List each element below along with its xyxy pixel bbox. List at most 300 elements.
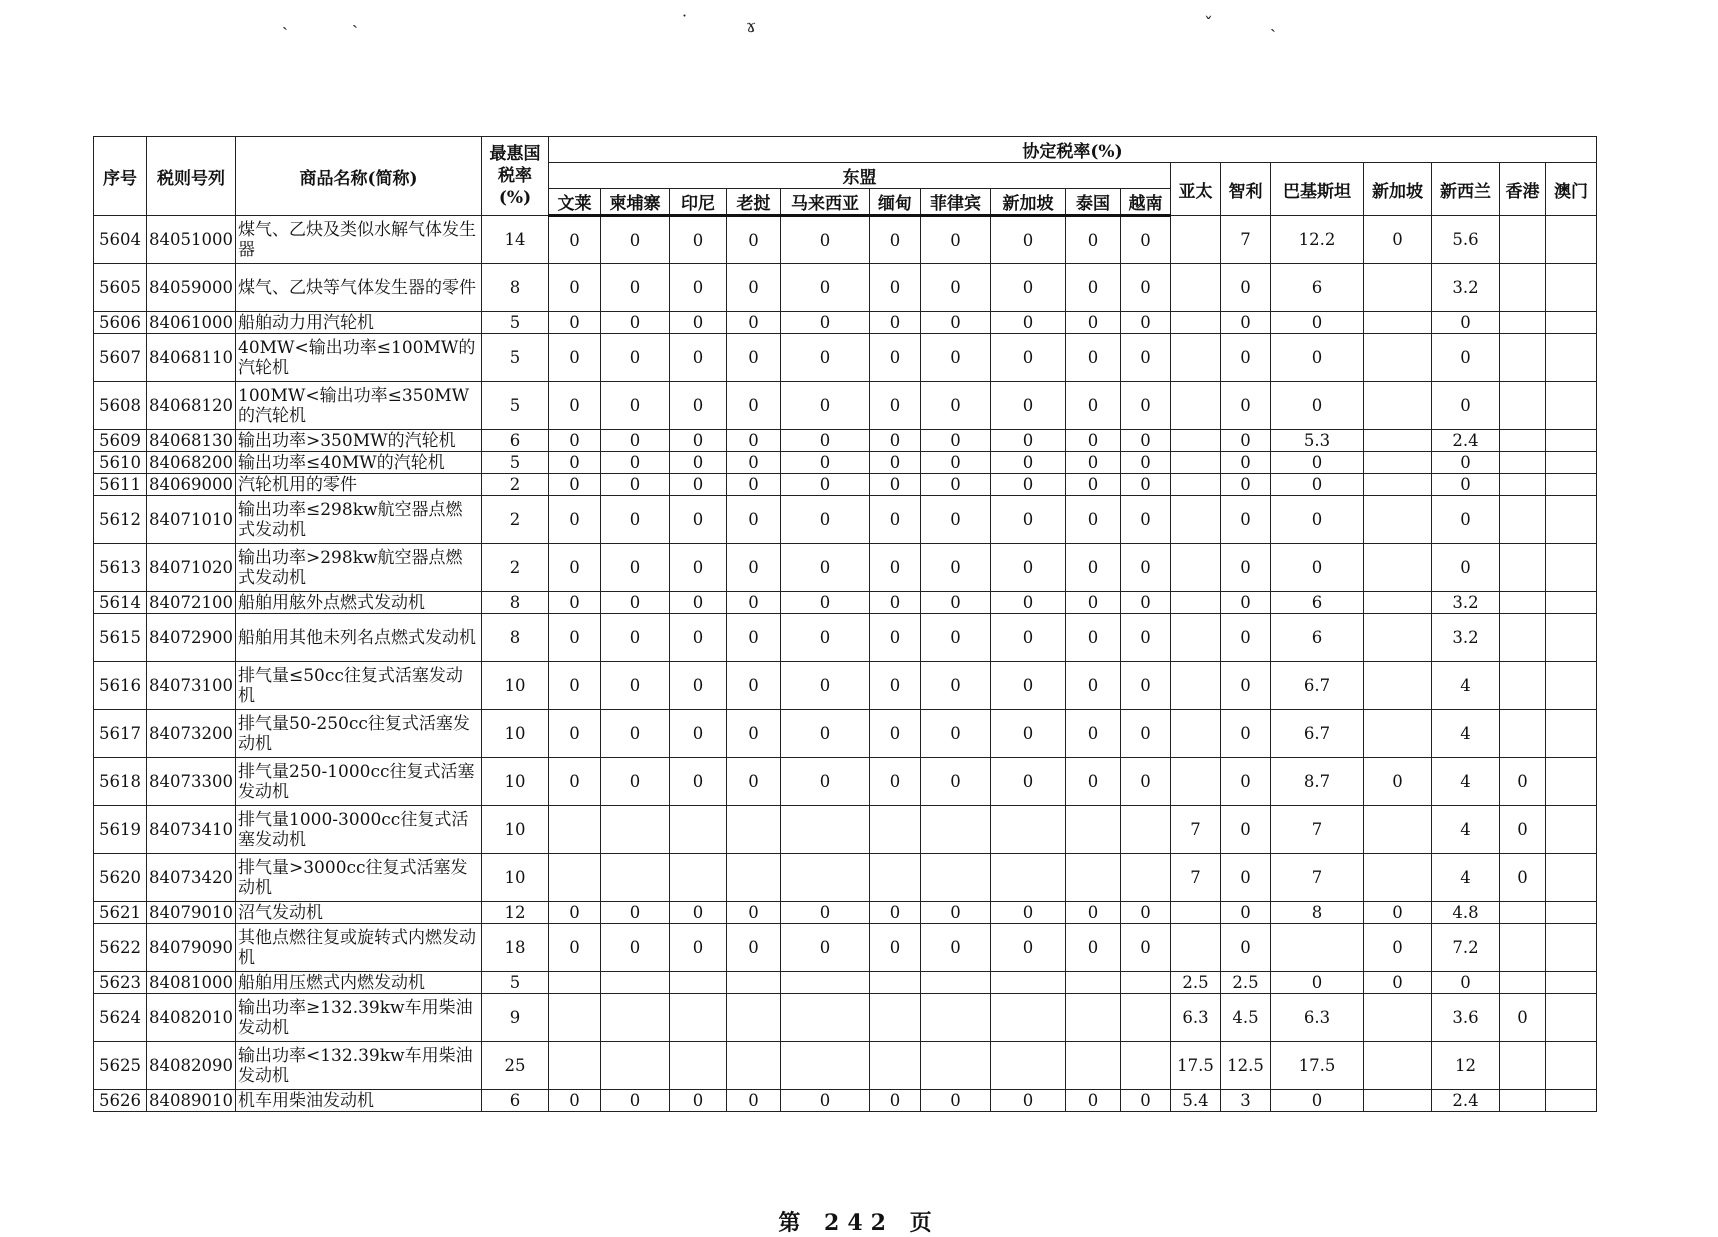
singapore-rate-cell: 0 <box>1364 902 1432 924</box>
seq-cell: 5610 <box>94 452 147 474</box>
new-zealand-rate-cell: 4.8 <box>1432 902 1500 924</box>
asean-rate-cell: 0 <box>1121 758 1171 806</box>
new-zealand-rate-cell: 3.2 <box>1432 614 1500 662</box>
asean-rate-cell: 0 <box>549 312 601 334</box>
asean-rate-cell: 0 <box>670 430 727 452</box>
singapore-rate-cell <box>1364 334 1432 382</box>
singapore-rate-cell: 0 <box>1364 972 1432 994</box>
asean-rate-cell <box>601 854 670 902</box>
asean-rate-cell <box>921 854 991 902</box>
table-row <box>94 334 1597 382</box>
tariff-code-cell: 84068120 <box>147 382 236 430</box>
apta-rate-cell: 2.5 <box>1171 972 1221 994</box>
singapore-rate-cell <box>1364 312 1432 334</box>
asean-rate-cell: 0 <box>549 1090 601 1112</box>
asean-rate-cell: 0 <box>1121 452 1171 474</box>
asean-rate-cell: 0 <box>727 452 781 474</box>
asean-rate-cell <box>1121 972 1171 994</box>
asean-rate-cell: 0 <box>1121 592 1171 614</box>
chile-rate-cell: 0 <box>1221 902 1271 924</box>
asean-rate-cell <box>991 1042 1066 1090</box>
header-code: 税则号列 <box>147 137 236 216</box>
mfn-rate-cell: 10 <box>482 806 549 854</box>
new-zealand-rate-cell: 4 <box>1432 854 1500 902</box>
asean-rate-cell: 0 <box>781 710 870 758</box>
asean-rate-cell: 0 <box>991 758 1066 806</box>
header-asean: 东盟 <box>549 163 1171 189</box>
asean-rate-cell: 0 <box>601 382 670 430</box>
seq-cell: 5612 <box>94 496 147 544</box>
chile-rate-cell: 0 <box>1221 430 1271 452</box>
asean-rate-cell: 0 <box>601 452 670 474</box>
new-zealand-rate-cell: 0 <box>1432 496 1500 544</box>
asean-rate-cell: 0 <box>1066 710 1121 758</box>
asean-rate-cell: 0 <box>781 544 870 592</box>
asean-rate-cell <box>549 994 601 1042</box>
asean-rate-cell: 0 <box>601 592 670 614</box>
tariff-code-cell: 84071020 <box>147 544 236 592</box>
asean-rate-cell: 0 <box>727 758 781 806</box>
new-zealand-rate-cell: 3.2 <box>1432 592 1500 614</box>
asean-rate-cell: 0 <box>727 334 781 382</box>
asean-rate-cell <box>921 972 991 994</box>
asean-rate-cell: 0 <box>1066 452 1121 474</box>
asean-rate-cell: 0 <box>870 1090 921 1112</box>
asean-rate-cell: 0 <box>727 902 781 924</box>
asean-rate-cell: 0 <box>921 758 991 806</box>
asean-rate-cell: 0 <box>549 544 601 592</box>
asean-rate-cell: 0 <box>991 264 1066 312</box>
asean-rate-cell: 0 <box>870 614 921 662</box>
seq-cell: 5623 <box>94 972 147 994</box>
mfn-rate-cell: 2 <box>482 474 549 496</box>
asean-rate-cell: 0 <box>1121 902 1171 924</box>
singapore-rate-cell: 0 <box>1364 758 1432 806</box>
pakistan-rate-cell: 6.3 <box>1271 994 1364 1042</box>
tariff-code-cell: 84073200 <box>147 710 236 758</box>
asean-rate-cell <box>1121 854 1171 902</box>
header-mfn: 最惠国税率(%) <box>482 137 549 216</box>
asean-rate-cell: 0 <box>670 902 727 924</box>
hong-kong-rate-cell: 0 <box>1500 806 1546 854</box>
asean-rate-cell: 0 <box>549 924 601 972</box>
product-name-cell: 输出功率<132.39kw车用柴油发动机 <box>236 1042 482 1090</box>
mfn-rate-cell: 5 <box>482 334 549 382</box>
asean-rate-cell <box>1121 806 1171 854</box>
asean-rate-cell: 0 <box>601 1090 670 1112</box>
asean-rate-cell: 0 <box>991 334 1066 382</box>
asean-rate-cell: 0 <box>727 474 781 496</box>
table-row <box>94 924 1597 972</box>
singapore-rate-cell <box>1364 1090 1432 1112</box>
table-row <box>94 902 1597 924</box>
asean-rate-cell <box>870 854 921 902</box>
chile-rate-cell: 3 <box>1221 1090 1271 1112</box>
asean-rate-cell: 0 <box>781 264 870 312</box>
singapore-rate-cell <box>1364 544 1432 592</box>
asean-rate-cell: 0 <box>870 662 921 710</box>
asean-rate-cell <box>921 994 991 1042</box>
asean-rate-cell: 0 <box>549 264 601 312</box>
asean-rate-cell <box>781 854 870 902</box>
asean-rate-cell: 0 <box>601 264 670 312</box>
tariff-code-cell: 84089010 <box>147 1090 236 1112</box>
asean-rate-cell: 0 <box>727 614 781 662</box>
header-chile: 智利 <box>1221 163 1271 216</box>
asean-rate-cell: 0 <box>1121 496 1171 544</box>
chile-rate-cell: 0 <box>1221 452 1271 474</box>
mfn-rate-cell: 5 <box>482 382 549 430</box>
asean-rate-cell <box>670 806 727 854</box>
asean-rate-cell <box>727 994 781 1042</box>
product-name-cell: 其他点燃往复或旋转式内燃发动机 <box>236 924 482 972</box>
seq-cell: 5625 <box>94 1042 147 1090</box>
hong-kong-rate-cell <box>1500 1042 1546 1090</box>
macao-rate-cell <box>1546 496 1597 544</box>
asean-rate-cell <box>781 972 870 994</box>
tariff-code-cell: 84051000 <box>147 216 236 264</box>
header-seq: 序号 <box>94 137 147 216</box>
macao-rate-cell <box>1546 710 1597 758</box>
asean-rate-cell: 0 <box>991 216 1066 264</box>
chile-rate-cell: 0 <box>1221 924 1271 972</box>
singapore-rate-cell <box>1364 662 1432 710</box>
asean-rate-cell: 0 <box>781 924 870 972</box>
pakistan-rate-cell: 6 <box>1271 592 1364 614</box>
asean-rate-cell <box>870 806 921 854</box>
asean-rate-cell: 0 <box>670 710 727 758</box>
hong-kong-rate-cell <box>1500 902 1546 924</box>
seq-cell: 5619 <box>94 806 147 854</box>
apta-rate-cell <box>1171 474 1221 496</box>
mfn-rate-cell: 10 <box>482 758 549 806</box>
macao-rate-cell <box>1546 614 1597 662</box>
asean-rate-cell: 0 <box>727 662 781 710</box>
chile-rate-cell: 12.5 <box>1221 1042 1271 1090</box>
asean-rate-cell: 0 <box>1066 758 1121 806</box>
header-new-zealand: 新西兰 <box>1432 163 1500 216</box>
pakistan-rate-cell: 0 <box>1271 544 1364 592</box>
product-name-cell: 输出功率≤40MW的汽轮机 <box>236 452 482 474</box>
asean-rate-cell: 0 <box>549 592 601 614</box>
mfn-rate-cell: 12 <box>482 902 549 924</box>
asean-rate-cell: 0 <box>870 452 921 474</box>
product-name-cell: 输出功率>298kw航空器点燃式发动机 <box>236 544 482 592</box>
product-name-cell: 输出功率>350MW的汽轮机 <box>236 430 482 452</box>
asean-rate-cell: 0 <box>549 452 601 474</box>
new-zealand-rate-cell: 12 <box>1432 1042 1500 1090</box>
asean-rate-cell <box>727 972 781 994</box>
new-zealand-rate-cell: 3.2 <box>1432 264 1500 312</box>
new-zealand-rate-cell: 4 <box>1432 806 1500 854</box>
asean-rate-cell: 0 <box>1066 592 1121 614</box>
tariff-code-cell: 84069000 <box>147 474 236 496</box>
asean-rate-cell: 0 <box>921 614 991 662</box>
asean-rate-cell <box>549 806 601 854</box>
singapore-rate-cell <box>1364 496 1432 544</box>
chile-rate-cell: 2.5 <box>1221 972 1271 994</box>
header-malaysia: 马来西亚 <box>781 189 870 216</box>
seq-cell: 5609 <box>94 430 147 452</box>
asean-rate-cell: 0 <box>781 382 870 430</box>
new-zealand-rate-cell: 4 <box>1432 662 1500 710</box>
tariff-code-cell: 84079090 <box>147 924 236 972</box>
asean-rate-cell: 0 <box>921 334 991 382</box>
hong-kong-rate-cell <box>1500 264 1546 312</box>
singapore-rate-cell <box>1364 806 1432 854</box>
asean-rate-cell: 0 <box>1121 312 1171 334</box>
asean-rate-cell: 0 <box>870 312 921 334</box>
mfn-rate-cell: 2 <box>482 544 549 592</box>
pakistan-rate-cell <box>1271 924 1364 972</box>
asean-rate-cell: 0 <box>921 710 991 758</box>
table-row <box>94 496 1597 544</box>
asean-rate-cell: 0 <box>670 614 727 662</box>
scan-speck: ˏ <box>282 10 288 31</box>
tariff-code-cell: 84079010 <box>147 902 236 924</box>
asean-rate-cell: 0 <box>991 614 1066 662</box>
chile-rate-cell: 0 <box>1221 312 1271 334</box>
asean-rate-cell: 0 <box>991 924 1066 972</box>
table-row <box>94 474 1597 496</box>
hong-kong-rate-cell <box>1500 710 1546 758</box>
asean-rate-cell: 0 <box>991 474 1066 496</box>
asean-rate-cell: 0 <box>781 614 870 662</box>
header-agreement: 协定税率(%) <box>549 137 1597 163</box>
pakistan-rate-cell: 0 <box>1271 382 1364 430</box>
asean-rate-cell: 0 <box>1121 334 1171 382</box>
asean-rate-cell: 0 <box>921 382 991 430</box>
asean-rate-cell: 0 <box>727 216 781 264</box>
asean-rate-cell <box>727 1042 781 1090</box>
new-zealand-rate-cell: 0 <box>1432 334 1500 382</box>
singapore-rate-cell <box>1364 592 1432 614</box>
asean-rate-cell <box>601 806 670 854</box>
apta-rate-cell: 7 <box>1171 806 1221 854</box>
new-zealand-rate-cell: 2.4 <box>1432 430 1500 452</box>
new-zealand-rate-cell: 7.2 <box>1432 924 1500 972</box>
product-name-cell: 煤气、乙炔等气体发生器的零件 <box>236 264 482 312</box>
asean-rate-cell: 0 <box>601 216 670 264</box>
macao-rate-cell <box>1546 592 1597 614</box>
mfn-rate-cell: 5 <box>482 452 549 474</box>
asean-rate-cell <box>991 972 1066 994</box>
product-name-cell: 排气量1000-3000cc往复式活塞发动机 <box>236 806 482 854</box>
hong-kong-rate-cell <box>1500 544 1546 592</box>
asean-rate-cell: 0 <box>601 430 670 452</box>
product-name-cell: 船舶动力用汽轮机 <box>236 312 482 334</box>
asean-rate-cell: 0 <box>670 382 727 430</box>
table-row <box>94 592 1597 614</box>
asean-rate-cell: 0 <box>1066 544 1121 592</box>
asean-rate-cell: 0 <box>991 662 1066 710</box>
asean-rate-cell: 0 <box>601 496 670 544</box>
asean-rate-cell: 0 <box>1121 662 1171 710</box>
apta-rate-cell <box>1171 614 1221 662</box>
chile-rate-cell: 7 <box>1221 216 1271 264</box>
new-zealand-rate-cell: 4 <box>1432 758 1500 806</box>
asean-rate-cell: 0 <box>870 758 921 806</box>
asean-rate-cell: 0 <box>670 334 727 382</box>
product-name-cell: 汽轮机用的零件 <box>236 474 482 496</box>
asean-rate-cell: 0 <box>991 544 1066 592</box>
asean-rate-cell: 0 <box>870 334 921 382</box>
asean-rate-cell: 0 <box>991 496 1066 544</box>
macao-rate-cell <box>1546 544 1597 592</box>
chile-rate-cell: 0 <box>1221 544 1271 592</box>
header-pakistan: 巴基斯坦 <box>1271 163 1364 216</box>
asean-rate-cell <box>727 806 781 854</box>
asean-rate-cell: 0 <box>1121 474 1171 496</box>
macao-rate-cell <box>1546 662 1597 710</box>
macao-rate-cell <box>1546 1042 1597 1090</box>
seq-cell: 5620 <box>94 854 147 902</box>
pakistan-rate-cell: 17.5 <box>1271 1042 1364 1090</box>
asean-rate-cell: 0 <box>1066 334 1121 382</box>
asean-rate-cell: 0 <box>781 902 870 924</box>
chile-rate-cell: 0 <box>1221 592 1271 614</box>
table-header <box>94 137 1597 216</box>
table-row <box>94 452 1597 474</box>
product-name-cell: 船舶用舷外点燃式发动机 <box>236 592 482 614</box>
table-row <box>94 216 1597 264</box>
new-zealand-rate-cell: 0 <box>1432 452 1500 474</box>
asean-rate-cell: 0 <box>549 902 601 924</box>
mfn-rate-cell: 18 <box>482 924 549 972</box>
asean-rate-cell <box>921 806 991 854</box>
scan-speck: ˎ <box>1270 12 1276 33</box>
asean-rate-cell: 0 <box>781 662 870 710</box>
asean-rate-cell: 0 <box>1066 496 1121 544</box>
singapore-rate-cell <box>1364 382 1432 430</box>
new-zealand-rate-cell: 2.4 <box>1432 1090 1500 1112</box>
table-row <box>94 710 1597 758</box>
seq-cell: 5607 <box>94 334 147 382</box>
asean-rate-cell: 0 <box>1066 924 1121 972</box>
product-name-cell: 机车用柴油发动机 <box>236 1090 482 1112</box>
pakistan-rate-cell: 6.7 <box>1271 662 1364 710</box>
singapore-rate-cell <box>1364 994 1432 1042</box>
asean-rate-cell: 0 <box>549 430 601 452</box>
apta-rate-cell <box>1171 312 1221 334</box>
hong-kong-rate-cell <box>1500 216 1546 264</box>
macao-rate-cell <box>1546 264 1597 312</box>
table-row <box>94 994 1597 1042</box>
asean-rate-cell: 0 <box>601 614 670 662</box>
table-row <box>94 1042 1597 1090</box>
asean-rate-cell <box>1066 994 1121 1042</box>
asean-rate-cell: 0 <box>670 1090 727 1112</box>
asean-rate-cell: 0 <box>1121 382 1171 430</box>
asean-rate-cell: 0 <box>921 496 991 544</box>
asean-rate-cell: 0 <box>1066 902 1121 924</box>
asean-rate-cell: 0 <box>601 924 670 972</box>
asean-rate-cell <box>781 994 870 1042</box>
asean-rate-cell: 0 <box>549 710 601 758</box>
asean-rate-cell: 0 <box>781 496 870 544</box>
asean-rate-cell: 0 <box>549 662 601 710</box>
asean-rate-cell: 0 <box>601 312 670 334</box>
mfn-rate-cell: 8 <box>482 592 549 614</box>
hong-kong-rate-cell <box>1500 430 1546 452</box>
asean-rate-cell: 0 <box>781 1090 870 1112</box>
asean-rate-cell: 0 <box>781 474 870 496</box>
apta-rate-cell <box>1171 452 1221 474</box>
new-zealand-rate-cell: 5.6 <box>1432 216 1500 264</box>
apta-rate-cell <box>1171 264 1221 312</box>
table-row <box>94 382 1597 430</box>
asean-rate-cell <box>991 854 1066 902</box>
apta-rate-cell <box>1171 662 1221 710</box>
seq-cell: 5611 <box>94 474 147 496</box>
asean-rate-cell <box>549 854 601 902</box>
seq-cell: 5614 <box>94 592 147 614</box>
asean-rate-cell: 0 <box>921 474 991 496</box>
product-name-cell: 输出功率≥132.39kw车用柴油发动机 <box>236 994 482 1042</box>
apta-rate-cell <box>1171 334 1221 382</box>
table-body <box>94 216 1597 1112</box>
tariff-code-cell: 84082010 <box>147 994 236 1042</box>
asean-rate-cell <box>781 806 870 854</box>
seq-cell: 5622 <box>94 924 147 972</box>
apta-rate-cell <box>1171 758 1221 806</box>
new-zealand-rate-cell: 0 <box>1432 972 1500 994</box>
macao-rate-cell <box>1546 924 1597 972</box>
hong-kong-rate-cell <box>1500 924 1546 972</box>
macao-rate-cell <box>1546 806 1597 854</box>
chile-rate-cell: 0 <box>1221 662 1271 710</box>
asean-rate-cell <box>991 994 1066 1042</box>
asean-rate-cell: 0 <box>670 474 727 496</box>
asean-rate-cell: 0 <box>781 452 870 474</box>
table-row <box>94 430 1597 452</box>
pakistan-rate-cell: 0 <box>1271 972 1364 994</box>
asean-rate-cell: 0 <box>1066 662 1121 710</box>
table-row <box>94 854 1597 902</box>
macao-rate-cell <box>1546 972 1597 994</box>
asean-rate-cell <box>1066 806 1121 854</box>
asean-rate-cell: 0 <box>781 312 870 334</box>
asean-rate-cell: 0 <box>991 592 1066 614</box>
mfn-rate-cell: 10 <box>482 854 549 902</box>
asean-rate-cell: 0 <box>1121 430 1171 452</box>
asean-rate-cell: 0 <box>727 544 781 592</box>
hong-kong-rate-cell <box>1500 334 1546 382</box>
tariff-code-cell: 84073300 <box>147 758 236 806</box>
header-myanmar: 缅甸 <box>870 189 921 216</box>
asean-rate-cell: 0 <box>670 496 727 544</box>
macao-rate-cell <box>1546 1090 1597 1112</box>
mfn-rate-cell: 14 <box>482 216 549 264</box>
apta-rate-cell <box>1171 924 1221 972</box>
asean-rate-cell: 0 <box>870 496 921 544</box>
asean-rate-cell: 0 <box>670 452 727 474</box>
tariff-code-cell: 84061000 <box>147 312 236 334</box>
asean-rate-cell: 0 <box>921 452 991 474</box>
mfn-rate-cell: 10 <box>482 710 549 758</box>
tariff-code-cell: 84073410 <box>147 806 236 854</box>
header-name: 商品名称(简称) <box>236 137 482 216</box>
seq-cell: 5624 <box>94 994 147 1042</box>
asean-rate-cell: 0 <box>921 1090 991 1112</box>
hong-kong-rate-cell <box>1500 312 1546 334</box>
table-row <box>94 806 1597 854</box>
pakistan-rate-cell: 0 <box>1271 452 1364 474</box>
pakistan-rate-cell: 7 <box>1271 854 1364 902</box>
scan-speck: ˎ <box>352 8 358 29</box>
asean-rate-cell: 0 <box>727 496 781 544</box>
asean-rate-cell <box>670 854 727 902</box>
